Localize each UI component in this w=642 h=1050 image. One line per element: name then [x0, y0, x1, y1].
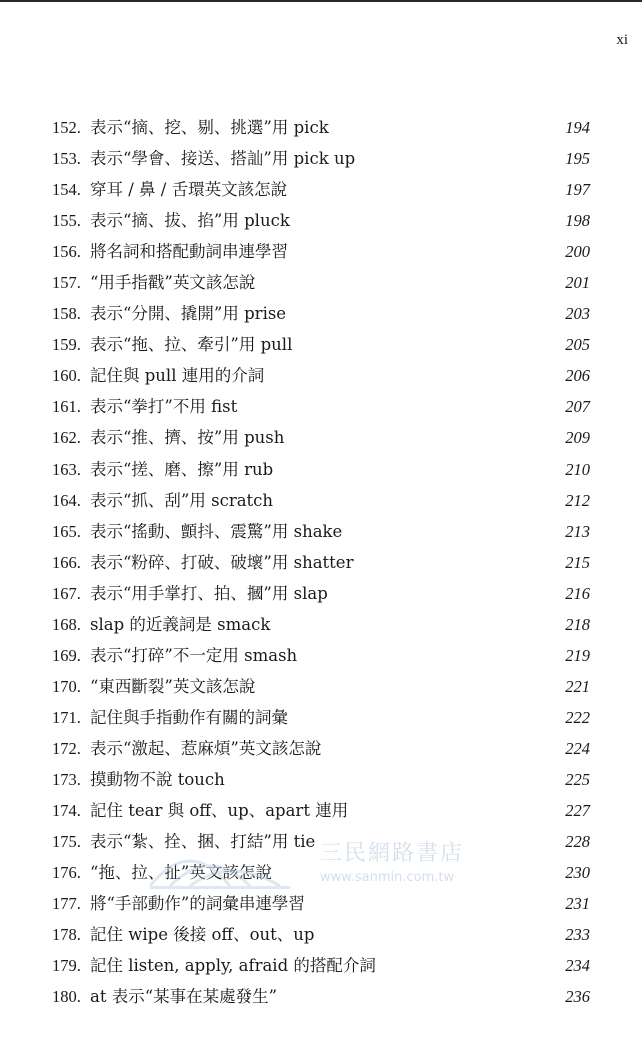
entry-page-number: 227: [565, 801, 590, 821]
entry-number: 165.: [52, 521, 81, 541]
entry-number: 175.: [52, 832, 81, 852]
entry-number: 177.: [52, 894, 81, 914]
entry-title: 表示“紮、拴、捆、打結”用 tie: [90, 832, 316, 852]
entry-title: 記住 wipe 後接 off、out、up: [90, 925, 315, 945]
entry-title: 表示“搖動、顫抖、震驚”用 shake: [90, 521, 343, 541]
entry-number: 162.: [52, 428, 81, 448]
entry-title: 將“手部動作”的詞彙串連學習: [90, 894, 305, 914]
entry-number: 160.: [52, 366, 81, 386]
toc-entry: [52, 983, 590, 1014]
entry-number: 169.: [52, 645, 81, 665]
toc-entry: [52, 890, 590, 921]
entry-page-number: 200: [565, 242, 590, 262]
toc-entry: [52, 238, 590, 269]
table-of-contents: [52, 114, 590, 1014]
entry-number: 178.: [52, 925, 81, 945]
toc-entry: [52, 642, 590, 673]
entry-number: 168.: [52, 614, 81, 634]
entry-page-number: 207: [565, 397, 590, 417]
entry-page-number: 221: [565, 676, 590, 696]
toc-entry: [52, 393, 590, 424]
toc-entry: [52, 828, 590, 859]
entry-page-number: 222: [565, 707, 590, 727]
toc-entry: [52, 704, 590, 735]
toc-entry: [52, 362, 590, 393]
entry-title: at 表示“某事在某處發生”: [90, 987, 278, 1007]
entry-title: 表示“用手掌打、拍、摑”用 slap: [90, 583, 328, 603]
entry-title: 將名詞和搭配動詞串連學習: [90, 242, 288, 262]
toc-entry: [52, 735, 590, 766]
entry-title: 穿耳 / 鼻 / 舌環英文該怎說: [90, 180, 288, 200]
entry-page-number: 230: [565, 863, 590, 883]
entry-title: 表示“粉碎、打破、破壞”用 shatter: [90, 552, 354, 572]
watermark-name: 三民網路書店: [320, 841, 465, 866]
entry-number: 163.: [52, 459, 81, 479]
toc-entry: [52, 145, 590, 176]
entry-number: 170.: [52, 676, 81, 696]
watermark-url: www.sanmin.com.tw: [320, 870, 455, 885]
toc-entry: [52, 300, 590, 331]
entry-page-number: 194: [565, 118, 590, 137]
entry-page-number: 201: [565, 273, 590, 293]
toc-entry: [52, 269, 590, 300]
entry-title: 表示“激起、惹麻煩”英文該怎說: [90, 738, 322, 758]
entry-page-number: 203: [565, 304, 590, 324]
entry-number: 152.: [52, 118, 81, 137]
entry-page-number: 231: [565, 894, 590, 914]
entry-number: 171.: [52, 707, 81, 727]
entry-number: 156.: [52, 242, 81, 262]
entry-title: 表示“拳打”不用 fist: [90, 397, 238, 417]
entry-page-number: 197: [565, 180, 590, 200]
entry-title: 表示“拖、拉、牽引”用 pull: [90, 335, 293, 355]
entry-page-number: 234: [565, 956, 590, 976]
entry-number: 172.: [52, 738, 81, 758]
entry-title: “用手指戳”英文該怎說: [90, 273, 256, 293]
entry-title: 表示“推、擠、按”用 push: [90, 428, 285, 448]
entry-number: 166.: [52, 552, 81, 572]
toc-entry: [52, 766, 590, 797]
entry-page-number: 233: [565, 925, 590, 945]
entry-title: “東西斷裂”英文該怎說: [90, 676, 256, 696]
entry-page-number: 219: [565, 645, 590, 665]
entry-page-number: 206: [565, 366, 590, 386]
entry-number: 176.: [52, 863, 81, 883]
entry-number: 157.: [52, 273, 81, 293]
entry-number: 153.: [52, 149, 81, 169]
toc-entry: [52, 952, 590, 983]
entry-title: 記住 tear 與 off、up、apart 連用: [90, 801, 349, 821]
toc-entry: [52, 797, 590, 828]
toc-entry: [52, 611, 590, 642]
entry-page-number: 205: [565, 335, 590, 355]
entry-page-number: 213: [565, 521, 590, 541]
entry-page-number: 216: [565, 583, 590, 603]
page-number: xi: [616, 32, 628, 48]
entry-page-number: 225: [565, 769, 590, 789]
entry-page-number: 212: [565, 490, 590, 510]
entry-title: 記住 listen, apply, afraid 的搭配介詞: [90, 956, 376, 976]
entry-title: 表示“搓、磨、擦”用 rub: [90, 459, 274, 479]
entry-number: 174.: [52, 801, 81, 821]
toc-entry: [52, 859, 590, 890]
entry-title: 表示“打碎”不一定用 smash: [90, 645, 298, 665]
entry-number: 161.: [52, 397, 81, 417]
toc-entry: [52, 487, 590, 518]
toc-entry: [52, 207, 590, 238]
toc-entry: [52, 331, 590, 362]
entry-page-number: 209: [565, 428, 590, 448]
toc-entry: [52, 114, 590, 145]
toc-entry: [52, 456, 590, 487]
entry-title: “拖、拉、扯”英文該怎說: [90, 863, 272, 883]
entry-number: 173.: [52, 769, 81, 789]
entry-number: 167.: [52, 583, 81, 603]
entry-page-number: 215: [565, 552, 590, 572]
entry-page-number: 195: [565, 149, 590, 169]
toc-entry: [52, 518, 590, 549]
entry-page-number: 198: [565, 211, 590, 231]
toc-entry: [52, 673, 590, 704]
entry-number: 179.: [52, 956, 81, 976]
toc-entry: [52, 580, 590, 611]
toc-entry: [52, 549, 590, 580]
toc-entry: [52, 424, 590, 455]
top-rule: [0, 0, 642, 2]
toc-entry: [52, 921, 590, 952]
entry-title: 表示“摘、挖、剔、挑選”用 pick: [90, 118, 329, 137]
entry-number: 158.: [52, 304, 81, 324]
toc-entry: [52, 176, 590, 207]
entry-number: 164.: [52, 490, 81, 510]
entry-title: 表示“摘、拔、掐”用 pluck: [90, 211, 290, 231]
entry-title: slap 的近義詞是 smack: [90, 614, 271, 634]
entry-page-number: 224: [565, 738, 590, 758]
entry-title: 表示“學會、接送、搭訕”用 pick up: [90, 149, 356, 169]
entry-title: 摸動物不說 touch: [90, 769, 225, 789]
entry-title: 記住與手指動作有關的詞彙: [90, 707, 288, 727]
entry-page-number: 218: [565, 614, 590, 634]
entry-page-number: 228: [565, 832, 590, 852]
entry-title: 表示“分開、撬開”用 prise: [90, 304, 287, 324]
entry-title: 表示“抓、刮”用 scratch: [90, 490, 274, 510]
entry-number: 159.: [52, 335, 81, 355]
entry-number: 154.: [52, 180, 81, 200]
entry-number: 155.: [52, 211, 81, 231]
entry-page-number: 210: [565, 459, 590, 479]
entry-number: 180.: [52, 987, 81, 1007]
entry-page-number: 236: [565, 987, 590, 1007]
entry-title: 記住與 pull 連用的介詞: [90, 366, 265, 386]
